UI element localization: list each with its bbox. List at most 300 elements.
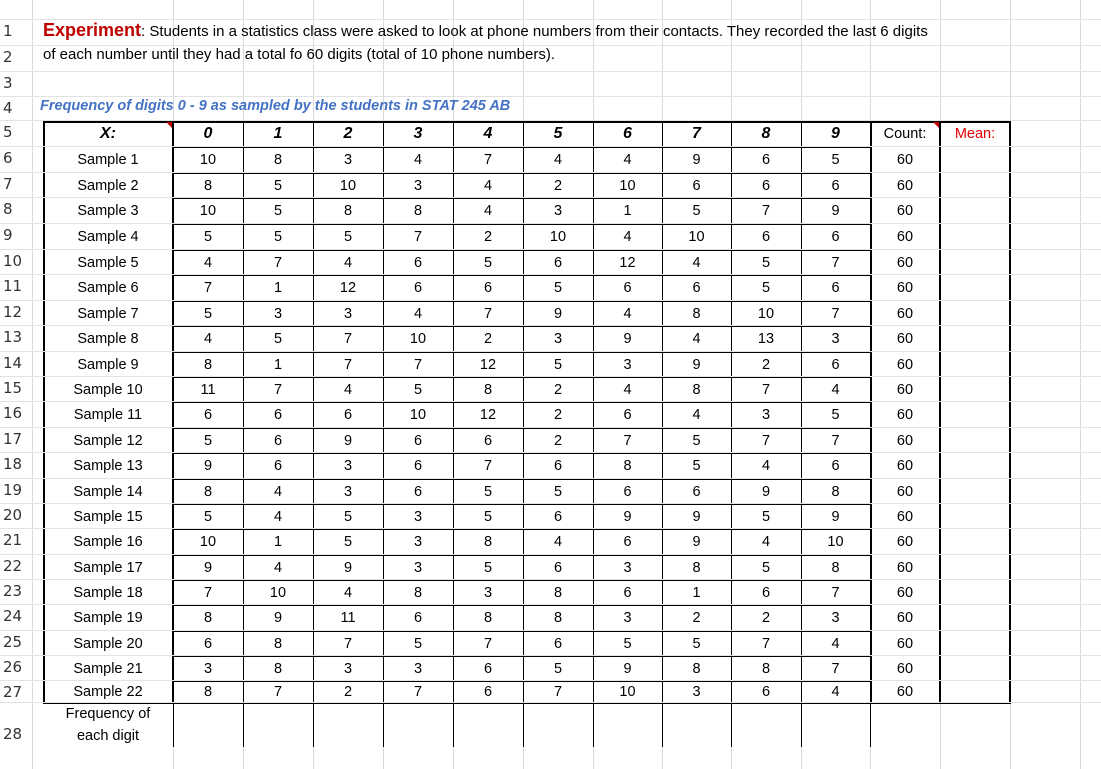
digit-count-cell[interactable]: 7 bbox=[413, 229, 423, 245]
row-number[interactable]: 15 bbox=[3, 379, 23, 397]
row-number[interactable]: 10 bbox=[3, 252, 23, 270]
row-number[interactable]: 6 bbox=[3, 149, 13, 167]
digit-count-cell[interactable]: 3 bbox=[343, 458, 353, 474]
digit-count-cell[interactable]: 6 bbox=[623, 584, 632, 601]
row-number[interactable]: 13 bbox=[3, 328, 23, 346]
digit-count-cell[interactable]: 6 bbox=[553, 635, 563, 652]
mean-cell[interactable] bbox=[940, 631, 1010, 656]
digit-count-cell[interactable]: 3 bbox=[413, 534, 423, 550]
digit-count-cell[interactable]: 8 bbox=[692, 660, 701, 677]
sample-label-cell[interactable]: Sample 10 bbox=[73, 381, 143, 398]
digit-count-cell[interactable]: 7 bbox=[831, 305, 840, 322]
digit-count-cell[interactable]: 9 bbox=[831, 203, 840, 219]
digit-count-cell[interactable]: 6 bbox=[761, 177, 771, 194]
row-number[interactable]: 25 bbox=[3, 633, 23, 651]
sample-label-cell[interactable]: Sample 6 bbox=[77, 280, 139, 296]
digit-count-cell[interactable]: 8 bbox=[273, 152, 283, 168]
mean-cell[interactable] bbox=[940, 250, 1010, 275]
digit-count-cell[interactable]: 4 bbox=[553, 152, 563, 168]
header-digit-1[interactable]: 1 bbox=[273, 125, 283, 142]
digit-count-cell[interactable]: 5 bbox=[203, 229, 213, 245]
digit-count-cell[interactable]: 5 bbox=[692, 458, 701, 474]
digit-count-cell[interactable]: 10 bbox=[688, 229, 705, 245]
digit-count-cell[interactable]: 5 bbox=[553, 280, 563, 296]
row-number[interactable]: 16 bbox=[3, 404, 23, 422]
digit-count-cell[interactable]: 8 bbox=[273, 660, 283, 677]
sample-label-cell[interactable]: Sample 4 bbox=[77, 229, 139, 245]
digit-count-cell[interactable]: 4 bbox=[831, 635, 840, 652]
digit-count-cell[interactable]: 8 bbox=[553, 610, 563, 626]
mean-cell[interactable] bbox=[940, 173, 1010, 198]
digit-count-cell[interactable]: 4 bbox=[273, 508, 283, 525]
count-cell[interactable]: 60 bbox=[896, 684, 914, 700]
count-cell[interactable]: 60 bbox=[896, 534, 914, 550]
digit-count-cell[interactable]: 7 bbox=[273, 381, 283, 398]
row-number[interactable]: 3 bbox=[3, 74, 13, 92]
digit-count-cell[interactable]: 4 bbox=[761, 534, 771, 550]
digit-count-cell[interactable]: 9 bbox=[692, 356, 701, 373]
digit-count-cell[interactable]: 8 bbox=[203, 483, 213, 500]
header-count-cell[interactable]: Count: bbox=[883, 126, 927, 142]
digit-count-cell[interactable]: 3 bbox=[553, 203, 563, 219]
digit-count-cell[interactable]: 9 bbox=[343, 432, 353, 449]
mean-cell[interactable] bbox=[940, 504, 1010, 529]
digit-count-cell[interactable]: 9 bbox=[692, 534, 701, 550]
digit-count-cell[interactable]: 3 bbox=[623, 356, 632, 373]
intro-line-1[interactable] bbox=[43, 20, 928, 41]
row-number[interactable]: 23 bbox=[3, 582, 23, 600]
digit-count-cell[interactable]: 5 bbox=[761, 254, 771, 271]
digit-count-cell[interactable]: 12 bbox=[479, 407, 497, 423]
row-number[interactable]: 18 bbox=[3, 455, 23, 473]
row-number[interactable]: 11 bbox=[3, 277, 23, 295]
row-number[interactable]: 20 bbox=[3, 506, 23, 524]
mean-cell[interactable] bbox=[940, 224, 1010, 250]
digit-count-cell[interactable]: 3 bbox=[273, 305, 283, 322]
header-digit-9[interactable]: 9 bbox=[831, 125, 840, 142]
digit-count-cell[interactable]: 8 bbox=[343, 203, 353, 219]
mean-cell[interactable] bbox=[940, 428, 1010, 453]
sample-label-cell[interactable]: Sample 17 bbox=[73, 559, 143, 576]
row-number[interactable]: 1 bbox=[3, 22, 13, 40]
count-cell[interactable]: 60 bbox=[896, 305, 914, 322]
digit-count-cell[interactable]: 8 bbox=[203, 610, 213, 626]
count-cell[interactable]: 60 bbox=[896, 483, 914, 500]
digit-count-cell[interactable]: 5 bbox=[273, 177, 283, 194]
digit-count-cell[interactable]: 9 bbox=[761, 483, 771, 500]
digit-count-cell[interactable]: 3 bbox=[203, 660, 213, 677]
sample-label-cell[interactable]: Sample 7 bbox=[77, 305, 139, 322]
count-cell[interactable]: 60 bbox=[896, 203, 914, 219]
digit-count-cell[interactable]: 5 bbox=[273, 229, 283, 245]
digit-count-cell[interactable]: 9 bbox=[553, 305, 563, 322]
digit-count-cell[interactable]: 4 bbox=[623, 381, 632, 398]
digit-count-cell[interactable]: 6 bbox=[831, 356, 840, 373]
digit-count-cell[interactable]: 7 bbox=[203, 280, 213, 296]
digit-count-cell[interactable]: 6 bbox=[343, 407, 353, 423]
row-number[interactable]: 5 bbox=[3, 123, 13, 141]
mean-cell[interactable] bbox=[940, 479, 1010, 504]
frequency-label[interactable] bbox=[43, 703, 173, 747]
digit-count-cell[interactable]: 4 bbox=[692, 254, 701, 271]
digit-count-cell[interactable]: 6 bbox=[483, 660, 493, 677]
count-cell[interactable]: 60 bbox=[896, 152, 914, 168]
digit-count-cell[interactable]: 4 bbox=[623, 152, 632, 168]
row-number[interactable]: 9 bbox=[3, 226, 13, 244]
digit-count-cell[interactable]: 6 bbox=[413, 610, 423, 626]
digit-count-cell[interactable]: 4 bbox=[831, 684, 840, 700]
header-mean-cell[interactable]: Mean: bbox=[954, 126, 996, 142]
digit-count-cell[interactable]: 3 bbox=[413, 508, 423, 525]
digit-count-cell[interactable]: 7 bbox=[831, 584, 840, 601]
count-cell[interactable]: 60 bbox=[896, 254, 914, 271]
digit-count-cell[interactable]: 10 bbox=[199, 203, 217, 219]
sample-label-cell[interactable]: Sample 5 bbox=[77, 254, 139, 271]
digit-count-cell[interactable]: 9 bbox=[692, 508, 701, 525]
digit-count-cell[interactable]: 5 bbox=[413, 381, 423, 398]
sample-label-cell[interactable]: Sample 22 bbox=[73, 684, 143, 700]
header-digit-7[interactable]: 7 bbox=[692, 125, 701, 142]
sample-label-cell[interactable]: Sample 8 bbox=[77, 331, 139, 347]
digit-count-cell[interactable]: 6 bbox=[203, 407, 213, 423]
header-digit-3[interactable]: 3 bbox=[413, 125, 423, 142]
digit-count-cell[interactable]: 4 bbox=[483, 177, 493, 194]
digit-count-cell[interactable]: 3 bbox=[343, 305, 353, 322]
mean-cell[interactable] bbox=[940, 681, 1010, 703]
digit-count-cell[interactable]: 10 bbox=[409, 407, 427, 423]
digit-count-cell[interactable]: 7 bbox=[761, 381, 771, 398]
digit-count-cell[interactable]: 10 bbox=[549, 229, 567, 245]
digit-count-cell[interactable]: 8 bbox=[273, 635, 283, 652]
digit-count-cell[interactable]: 9 bbox=[203, 458, 213, 474]
digit-count-cell[interactable]: 9 bbox=[831, 508, 840, 525]
mean-cell[interactable] bbox=[940, 402, 1010, 428]
digit-count-cell[interactable]: 2 bbox=[483, 229, 493, 245]
digit-count-cell[interactable]: 9 bbox=[203, 559, 213, 576]
digit-count-cell[interactable]: 7 bbox=[483, 305, 493, 322]
digit-count-cell[interactable]: 6 bbox=[413, 280, 423, 296]
digit-count-cell[interactable]: 7 bbox=[343, 331, 353, 347]
row-number[interactable]: 8 bbox=[3, 200, 13, 218]
digit-count-cell[interactable]: 1 bbox=[273, 280, 283, 296]
digit-count-cell[interactable]: 3 bbox=[553, 331, 563, 347]
digit-count-cell[interactable]: 7 bbox=[203, 584, 213, 601]
digit-count-cell[interactable]: 4 bbox=[692, 407, 701, 423]
header-digit-6[interactable]: 6 bbox=[623, 125, 632, 142]
digit-count-cell[interactable]: 12 bbox=[619, 254, 636, 271]
digit-count-cell[interactable]: 5 bbox=[203, 432, 213, 449]
digit-count-cell[interactable]: 8 bbox=[203, 684, 213, 700]
digit-count-cell[interactable]: 7 bbox=[413, 684, 423, 700]
mean-cell[interactable] bbox=[940, 275, 1010, 301]
digit-count-cell[interactable]: 9 bbox=[273, 610, 283, 626]
digit-count-cell[interactable]: 1 bbox=[692, 584, 701, 601]
digit-count-cell[interactable]: 6 bbox=[692, 177, 701, 194]
digit-count-cell[interactable]: 8 bbox=[831, 559, 840, 576]
digit-count-cell[interactable]: 6 bbox=[553, 508, 563, 525]
digit-count-cell[interactable]: 2 bbox=[553, 407, 563, 423]
digit-count-cell[interactable]: 8 bbox=[692, 559, 701, 576]
digit-count-cell[interactable]: 1 bbox=[273, 534, 283, 550]
digit-count-cell[interactable]: 6 bbox=[413, 458, 423, 474]
digit-count-cell[interactable]: 5 bbox=[203, 508, 213, 525]
row-number[interactable]: 19 bbox=[3, 481, 23, 499]
digit-count-cell[interactable]: 6 bbox=[483, 280, 493, 296]
digit-count-cell[interactable]: 13 bbox=[757, 331, 775, 347]
digit-count-cell[interactable]: 1 bbox=[623, 203, 632, 219]
mean-cell[interactable] bbox=[940, 326, 1010, 352]
digit-count-cell[interactable]: 5 bbox=[483, 483, 493, 500]
digit-count-cell[interactable]: 6 bbox=[483, 432, 493, 449]
header-digit-2[interactable]: 2 bbox=[343, 125, 353, 142]
digit-count-cell[interactable]: 4 bbox=[273, 559, 283, 576]
digit-count-cell[interactable]: 8 bbox=[413, 584, 423, 601]
row-number[interactable]: 26 bbox=[3, 658, 23, 676]
count-cell[interactable]: 60 bbox=[896, 559, 914, 576]
count-cell[interactable]: 60 bbox=[896, 610, 914, 626]
digit-count-cell[interactable]: 6 bbox=[203, 635, 213, 652]
digit-count-cell[interactable]: 4 bbox=[623, 229, 632, 245]
mean-cell[interactable] bbox=[940, 301, 1010, 326]
digit-count-cell[interactable]: 3 bbox=[623, 610, 632, 626]
digit-count-cell[interactable]: 2 bbox=[553, 177, 563, 194]
digit-count-cell[interactable]: 5 bbox=[413, 635, 423, 652]
row-number[interactable]: 14 bbox=[3, 354, 23, 372]
sample-label-cell[interactable]: Sample 3 bbox=[77, 203, 139, 219]
mean-cell[interactable] bbox=[940, 453, 1010, 479]
digit-count-cell[interactable]: 6 bbox=[623, 280, 632, 296]
digit-count-cell[interactable]: 7 bbox=[413, 356, 423, 373]
row-number[interactable]: 17 bbox=[3, 430, 23, 448]
digit-count-cell[interactable]: 6 bbox=[623, 407, 632, 423]
digit-count-cell[interactable]: 4 bbox=[623, 305, 632, 322]
digit-count-cell[interactable]: 6 bbox=[692, 483, 701, 500]
mean-cell[interactable] bbox=[940, 555, 1010, 580]
header-digit-0[interactable]: 0 bbox=[203, 125, 213, 142]
sample-label-cell[interactable]: Sample 21 bbox=[73, 660, 143, 677]
digit-count-cell[interactable]: 4 bbox=[413, 152, 423, 168]
mean-cell[interactable] bbox=[940, 198, 1010, 224]
digit-count-cell[interactable]: 10 bbox=[757, 305, 775, 322]
digit-count-cell[interactable]: 6 bbox=[553, 458, 563, 474]
digit-count-cell[interactable]: 6 bbox=[831, 458, 840, 474]
header-digit-4[interactable]: 4 bbox=[483, 125, 493, 142]
count-cell[interactable]: 60 bbox=[896, 280, 914, 296]
digit-count-cell[interactable]: 4 bbox=[203, 254, 213, 271]
intro-line-2[interactable] bbox=[43, 46, 555, 63]
digit-count-cell[interactable]: 3 bbox=[692, 684, 701, 700]
digit-count-cell[interactable]: 7 bbox=[483, 152, 493, 168]
digit-count-cell[interactable]: 10 bbox=[619, 684, 636, 700]
sample-label-cell[interactable]: Sample 2 bbox=[77, 177, 139, 194]
row-number[interactable]: 12 bbox=[3, 303, 23, 321]
digit-count-cell[interactable]: 6 bbox=[761, 229, 771, 245]
digit-count-cell[interactable]: 11 bbox=[200, 381, 216, 398]
digit-count-cell[interactable]: 7 bbox=[343, 635, 353, 652]
digit-count-cell[interactable]: 9 bbox=[343, 559, 353, 576]
digit-count-cell[interactable]: 8 bbox=[203, 356, 213, 373]
digit-count-cell[interactable]: 4 bbox=[343, 584, 353, 601]
mean-cell[interactable] bbox=[940, 377, 1010, 402]
digit-count-cell[interactable]: 10 bbox=[269, 584, 287, 601]
digit-count-cell[interactable]: 5 bbox=[343, 534, 353, 550]
digit-count-cell[interactable]: 9 bbox=[623, 331, 632, 347]
digit-count-cell[interactable]: 8 bbox=[692, 305, 701, 322]
digit-count-cell[interactable]: 6 bbox=[553, 559, 563, 576]
count-cell[interactable]: 60 bbox=[896, 660, 914, 677]
table-subtitle[interactable]: Frequency of digits 0 - 9 as sampled by the students in STAT 245 AB bbox=[40, 98, 511, 114]
digit-count-cell[interactable]: 6 bbox=[761, 152, 771, 168]
count-cell[interactable]: 60 bbox=[896, 407, 914, 423]
digit-count-cell[interactable]: 3 bbox=[413, 177, 423, 194]
mean-cell[interactable] bbox=[940, 529, 1010, 555]
row-number[interactable]: 7 bbox=[3, 175, 13, 193]
digit-count-cell[interactable]: 4 bbox=[483, 203, 493, 219]
digit-count-cell[interactable]: 6 bbox=[483, 684, 493, 700]
digit-count-cell[interactable]: 4 bbox=[553, 534, 563, 550]
digit-count-cell[interactable]: 6 bbox=[831, 229, 840, 245]
digit-count-cell[interactable]: 6 bbox=[623, 483, 632, 500]
digit-count-cell[interactable]: 5 bbox=[553, 356, 563, 373]
mean-cell[interactable] bbox=[940, 352, 1010, 377]
count-cell[interactable]: 60 bbox=[896, 458, 914, 474]
mean-cell[interactable] bbox=[940, 605, 1010, 631]
digit-count-cell[interactable]: 5 bbox=[761, 280, 771, 296]
digit-count-cell[interactable]: 1 bbox=[273, 356, 283, 373]
digit-count-cell[interactable]: 5 bbox=[761, 508, 771, 525]
mean-cell[interactable] bbox=[940, 580, 1010, 605]
digit-count-cell[interactable]: 5 bbox=[553, 660, 563, 677]
digit-count-cell[interactable]: 2 bbox=[553, 381, 563, 398]
header-x-cell[interactable]: X: bbox=[100, 125, 116, 142]
digit-count-cell[interactable]: 2 bbox=[483, 331, 493, 347]
sample-label-cell[interactable]: Sample 1 bbox=[77, 152, 139, 168]
digit-count-cell[interactable]: 11 bbox=[340, 610, 356, 626]
digit-count-cell[interactable]: 9 bbox=[623, 508, 632, 525]
digit-count-cell[interactable]: 8 bbox=[761, 660, 771, 677]
count-cell[interactable]: 60 bbox=[896, 229, 914, 245]
digit-count-cell[interactable]: 4 bbox=[413, 305, 423, 322]
count-cell[interactable]: 60 bbox=[896, 381, 914, 398]
digit-count-cell[interactable]: 5 bbox=[692, 635, 701, 652]
digit-count-cell[interactable]: 7 bbox=[831, 254, 840, 271]
digit-count-cell[interactable]: 12 bbox=[479, 356, 497, 373]
row-number[interactable]: 2 bbox=[3, 48, 13, 66]
digit-count-cell[interactable]: 3 bbox=[623, 559, 632, 576]
count-cell[interactable]: 60 bbox=[896, 635, 914, 652]
digit-count-cell[interactable]: 5 bbox=[692, 432, 701, 449]
digit-count-cell[interactable]: 4 bbox=[343, 254, 353, 271]
digit-count-cell[interactable]: 5 bbox=[483, 254, 493, 271]
digit-count-cell[interactable]: 6 bbox=[831, 280, 840, 296]
digit-count-cell[interactable]: 3 bbox=[483, 584, 493, 601]
digit-count-cell[interactable]: 3 bbox=[831, 610, 840, 626]
digit-count-cell[interactable]: 12 bbox=[339, 280, 357, 296]
sample-label-cell[interactable]: Sample 12 bbox=[73, 432, 143, 449]
digit-count-cell[interactable]: 7 bbox=[273, 254, 283, 271]
digit-count-cell[interactable]: 6 bbox=[273, 432, 283, 449]
digit-count-cell[interactable]: 8 bbox=[203, 177, 213, 194]
digit-count-cell[interactable]: 2 bbox=[761, 356, 771, 373]
digit-count-cell[interactable]: 4 bbox=[203, 331, 213, 347]
digit-count-cell[interactable]: 3 bbox=[343, 483, 353, 500]
digit-count-cell[interactable]: 6 bbox=[413, 254, 423, 271]
count-cell[interactable]: 60 bbox=[896, 356, 914, 373]
digit-count-cell[interactable]: 3 bbox=[831, 331, 840, 347]
digit-count-cell[interactable]: 7 bbox=[761, 635, 771, 652]
digit-count-cell[interactable]: 4 bbox=[343, 381, 353, 398]
row-number[interactable]: 28 bbox=[3, 725, 23, 743]
digit-count-cell[interactable]: 6 bbox=[761, 584, 771, 601]
count-cell[interactable]: 60 bbox=[896, 177, 914, 194]
digit-count-cell[interactable]: 8 bbox=[553, 584, 563, 601]
digit-count-cell[interactable]: 9 bbox=[623, 660, 632, 677]
digit-count-cell[interactable]: 6 bbox=[623, 534, 632, 550]
digit-count-cell[interactable]: 7 bbox=[483, 635, 493, 652]
row-number[interactable]: 4 bbox=[3, 99, 13, 117]
row-number[interactable]: 27 bbox=[3, 683, 23, 701]
digit-count-cell[interactable]: 8 bbox=[413, 203, 423, 219]
digit-count-cell[interactable]: 8 bbox=[692, 381, 701, 398]
count-cell[interactable]: 60 bbox=[896, 331, 914, 347]
header-digit-8[interactable]: 8 bbox=[761, 125, 771, 142]
mean-cell[interactable] bbox=[940, 656, 1010, 681]
sample-label-cell[interactable]: Sample 18 bbox=[73, 584, 143, 601]
digit-count-cell[interactable]: 2 bbox=[692, 610, 701, 626]
digit-count-cell[interactable]: 10 bbox=[619, 177, 636, 194]
sample-label-cell[interactable]: Sample 20 bbox=[73, 635, 143, 652]
row-number[interactable]: 22 bbox=[3, 557, 23, 575]
digit-count-cell[interactable]: 7 bbox=[343, 356, 353, 373]
digit-count-cell[interactable]: 5 bbox=[831, 152, 840, 168]
digit-count-cell[interactable]: 7 bbox=[553, 684, 563, 700]
digit-count-cell[interactable]: 6 bbox=[273, 458, 283, 474]
sample-label-cell[interactable]: Sample 14 bbox=[73, 483, 143, 500]
digit-count-cell[interactable]: 10 bbox=[409, 331, 427, 347]
digit-count-cell[interactable]: 6 bbox=[413, 432, 423, 449]
digit-count-cell[interactable]: 6 bbox=[761, 684, 771, 700]
mean-cell[interactable] bbox=[940, 147, 1010, 173]
digit-count-cell[interactable]: 7 bbox=[761, 203, 771, 219]
digit-count-cell[interactable]: 7 bbox=[273, 684, 283, 700]
digit-count-cell[interactable]: 6 bbox=[413, 483, 423, 500]
digit-count-cell[interactable]: 7 bbox=[831, 660, 840, 677]
digit-count-cell[interactable]: 5 bbox=[343, 508, 353, 525]
sample-label-cell[interactable]: Sample 16 bbox=[73, 534, 143, 550]
digit-count-cell[interactable]: 5 bbox=[273, 331, 283, 347]
digit-count-cell[interactable]: 3 bbox=[343, 660, 353, 677]
digit-count-cell[interactable]: 2 bbox=[761, 610, 771, 626]
digit-count-cell[interactable]: 10 bbox=[339, 177, 357, 194]
sample-label-cell[interactable]: Sample 9 bbox=[77, 356, 139, 373]
count-cell[interactable]: 60 bbox=[896, 508, 914, 525]
digit-count-cell[interactable]: 5 bbox=[203, 305, 213, 322]
digit-count-cell[interactable]: 4 bbox=[761, 458, 771, 474]
sample-label-cell[interactable]: Sample 19 bbox=[73, 610, 143, 626]
digit-count-cell[interactable]: 7 bbox=[483, 458, 493, 474]
digit-count-cell[interactable]: 8 bbox=[831, 483, 840, 500]
digit-count-cell[interactable]: 7 bbox=[623, 432, 632, 449]
digit-count-cell[interactable]: 4 bbox=[831, 381, 840, 398]
sample-label-cell[interactable]: Sample 15 bbox=[73, 508, 143, 525]
digit-count-cell[interactable]: 7 bbox=[761, 432, 771, 449]
digit-count-cell[interactable]: 5 bbox=[553, 483, 563, 500]
digit-count-cell[interactable]: 6 bbox=[692, 280, 701, 296]
sample-label-cell[interactable]: Sample 11 bbox=[73, 407, 143, 423]
digit-count-cell[interactable]: 4 bbox=[692, 331, 701, 347]
digit-count-cell[interactable]: 10 bbox=[827, 534, 844, 550]
digit-count-cell[interactable]: 3 bbox=[413, 660, 423, 677]
